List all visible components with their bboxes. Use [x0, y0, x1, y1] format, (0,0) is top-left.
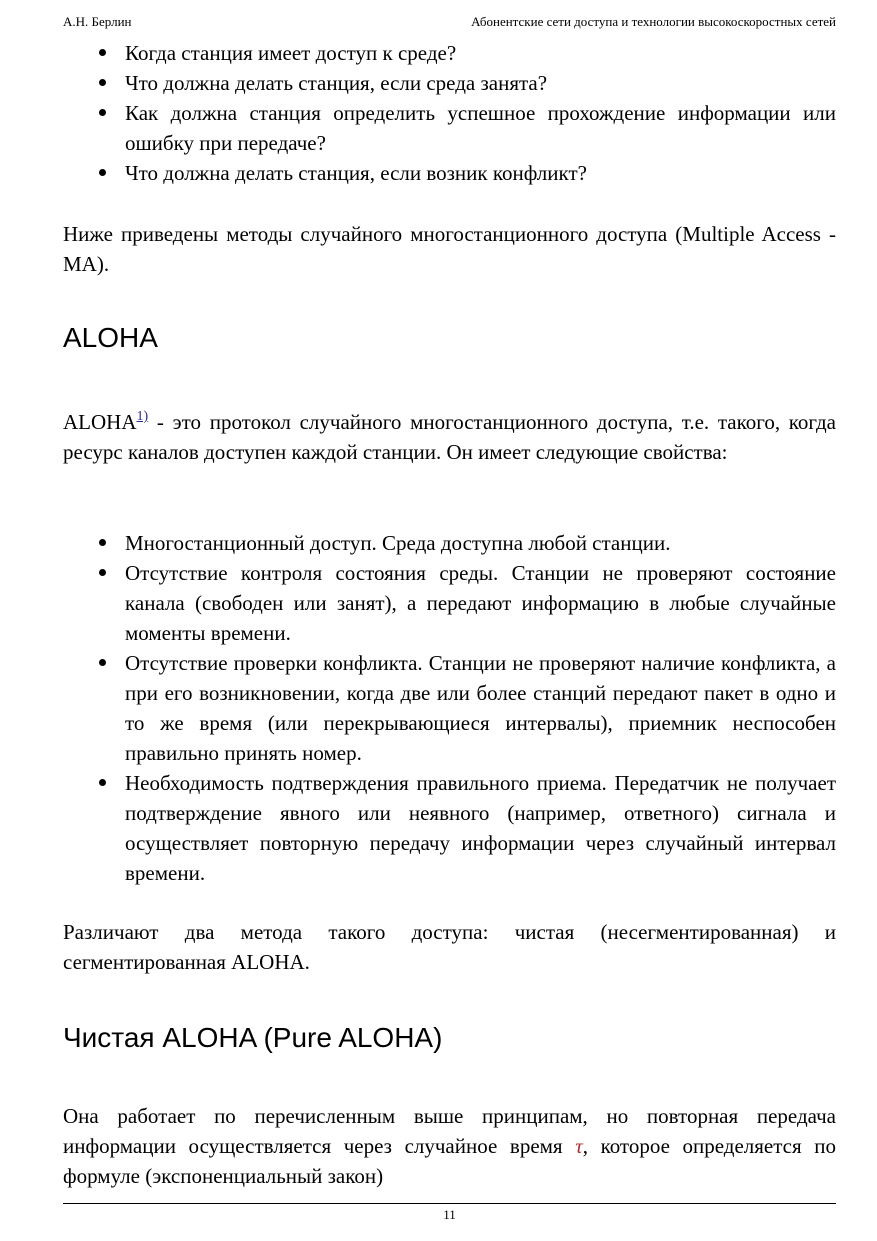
footnote-link[interactable]: 1): [136, 409, 149, 424]
list-item: Отсутствие контроля состояния среды. Станции не проверяют состояние канала (свободен или занят), а передают информацию в любые случайные моменты времени.: [63, 558, 836, 648]
list-item: Что должна делать станция, если возник конфликт?: [63, 158, 836, 188]
list-item: Отсутствие проверки конфликта. Станции не проверяют наличие конфликта, а при его возникновении, когда две или более станций передают пакет в одно и то же время (или перекрывающиеся интервалы), приемник неспособен правильно принять номер.: [63, 648, 836, 768]
footer-divider: [63, 1203, 836, 1204]
tau-symbol: τ: [575, 1134, 583, 1158]
page-number: 11: [443, 1207, 456, 1222]
list-item: Необходимость подтверждения правильного приема. Передатчик не получает подтверждение явного или неявного (например, ответного) сигнала и осуществляет повторную передачу информации через случайный интервал времени.: [63, 768, 836, 888]
questions-list: [63, 38, 836, 188]
bullet-icon: [99, 659, 106, 666]
section-heading-pure-aloha: Чистая ALOHA (Pure ALOHA): [63, 1022, 443, 1053]
aloha-definition: ALOHA$^{1)}$ - это протокол случайного многостанционного доступа, т.е. такого, когда ресурс каналов доступен каждой станции. Он имеет следующие свойства:: [63, 409, 836, 464]
header-title: Абонентские сети доступа и технологии высокоскоростных сетей: [471, 14, 836, 29]
list-item: Как должна станция определить успешное прохождение информации или ошибку при передаче?: [63, 98, 836, 158]
bullet-icon: [99, 569, 106, 576]
list-item: Что должна делать станция, если среда занята?: [63, 68, 836, 98]
bullet-icon: [99, 539, 106, 546]
list-item: Когда станция имеет доступ к среде?: [63, 38, 836, 68]
bullet-icon: [99, 779, 106, 786]
header-author: А.Н. Берлин: [63, 14, 132, 29]
aloha-properties-list: [63, 528, 836, 888]
methods-paragraph: Различают два метода такого доступа: чистая (несегментированная) и сегментированная ALOHA.: [63, 920, 836, 974]
bullet-icon: [99, 49, 106, 56]
bullet-icon: [99, 79, 106, 86]
intro-paragraph: Ниже приведены методы случайного многостанционного доступа (Multiple Access - MA).: [63, 222, 836, 276]
list-item: Многостанционный доступ. Среда доступна любой станции.: [63, 528, 836, 558]
section-heading-aloha: ALOHA: [63, 322, 158, 353]
bullet-icon: [99, 109, 106, 116]
bullet-icon: [99, 169, 106, 176]
pure-aloha-paragraph: Она работает по перечисленным выше принципам, но повторная передача информации осуществляется через случайное время τ, которое определяется по формуле (экспоненциальный закон): [63, 1104, 836, 1188]
running-header: [63, 14, 836, 30]
